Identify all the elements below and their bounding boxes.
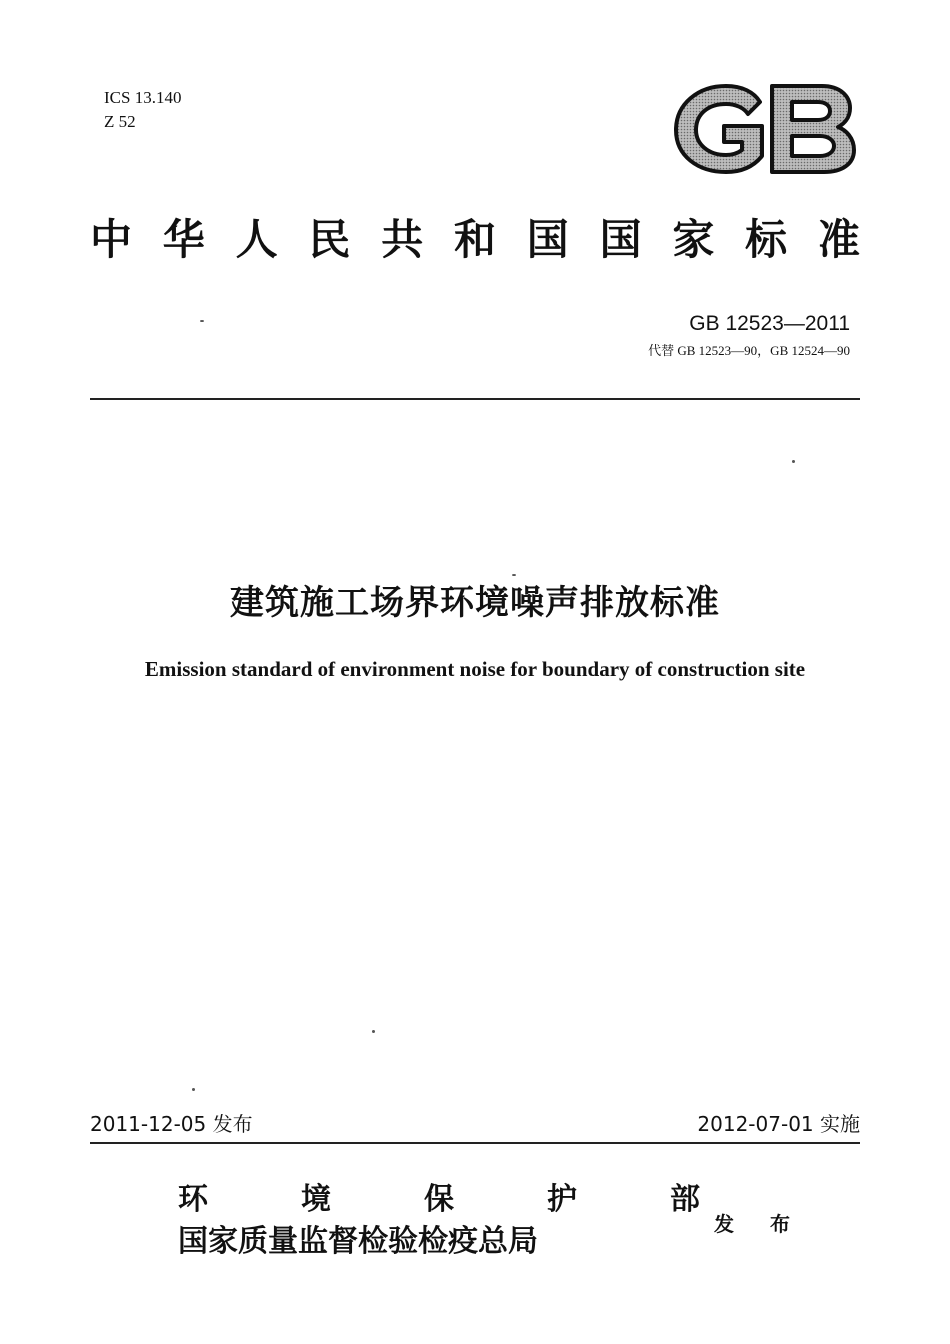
national-title-char: 和 [453, 215, 496, 264]
issuer-ministry [178, 1180, 700, 1220]
issuer-char: 环 [178, 1182, 208, 1217]
publish-char: 布 [770, 1212, 790, 1236]
national-standard-title [90, 212, 860, 268]
ccs-code: Z 52 [104, 112, 136, 131]
issuer-char: 境 [301, 1182, 331, 1217]
issuer-char: 保 [424, 1182, 454, 1217]
national-title-char: 人 [235, 215, 278, 264]
replaces-note: 代替 GB 12523—90，GB 12524—90 [648, 343, 850, 358]
scan-speck [200, 320, 204, 322]
publish-label [714, 1210, 790, 1238]
scan-speck [512, 574, 516, 576]
standard-number: GB 12523—2011 [689, 312, 850, 335]
issuer-char: 部 [670, 1182, 700, 1217]
national-title-char: 标 [745, 215, 788, 264]
implementation-date: 2012-07-01 实施 [697, 1112, 860, 1136]
bottom-divider [90, 1142, 860, 1144]
gb-logo-graphic [668, 80, 858, 176]
issuer-char: 护 [547, 1182, 577, 1217]
national-title-char: 国 [599, 215, 642, 264]
top-divider [90, 398, 860, 400]
document-title-cn: 建筑施工场界环境噪声排放标准 [230, 583, 720, 623]
national-title-char: 民 [308, 215, 351, 264]
ics-code: ICS 13.140 [104, 88, 182, 107]
scan-speck [372, 1030, 375, 1033]
national-title-char: 华 [162, 215, 205, 264]
national-title-char: 国 [526, 215, 569, 264]
gb-logo [668, 80, 858, 176]
national-title-char: 准 [817, 215, 860, 264]
scan-speck [192, 1088, 195, 1091]
publish-char: 发 [714, 1212, 734, 1236]
scan-speck [792, 460, 795, 463]
national-title-char: 中 [90, 215, 133, 264]
document-title-en: Emission standard of environment noise for boundary of construction site [144, 657, 806, 681]
issuing-authorities [178, 1180, 700, 1264]
national-title-char: 共 [381, 215, 424, 264]
classification-block [104, 86, 181, 134]
issue-date: 2011-12-05 发布 [90, 1112, 253, 1136]
issuer-aqsiq: 国家质量监督检验检疫总局 [178, 1224, 538, 1259]
national-title-char: 家 [672, 215, 715, 264]
